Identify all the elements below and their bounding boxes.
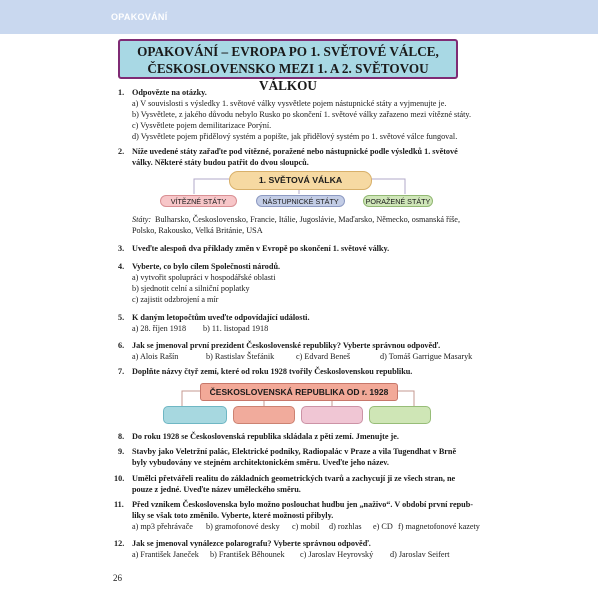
q9-line-2: byly vybudovány ve stejném architektonickém směru. Uveďte jeho název. xyxy=(132,458,389,467)
page-number: 26 xyxy=(113,573,122,583)
q11-line-2: liky se však toto změnilo. Vyberte, které možnosti přibyly. xyxy=(132,511,334,520)
q12-number: 12. xyxy=(114,539,125,548)
q7-text: Doplňte názvy čtyř zemí, které od roku 1928 tvořily Československou republiku. xyxy=(132,367,413,376)
q9-line-1: Stavby jako Veletržní palác, Elektrické podniky, Radiopalác v Praze a vila Tugendhat v Brně xyxy=(132,447,457,456)
q2-number: 2. xyxy=(118,147,125,156)
q11-a: a) mp3 přehrávače xyxy=(132,522,193,531)
q12-d: d) Jaroslav Seifert xyxy=(390,550,450,559)
q6-c: c) Edvard Beneš xyxy=(296,352,351,361)
q2-states-line-1: Bulharsko, Československo, Francie, Itálie, Jugoslávie, Maďarsko, Německo, osmanská říše, xyxy=(155,215,460,224)
country-slot-1 xyxy=(163,406,227,424)
q8-text: Do roku 1928 se Československá republika skládala z pěti zemí. Jmenujte je. xyxy=(132,432,399,441)
q2-states-line-2: Polsko, Rakousko, Velká Británie, USA xyxy=(132,226,263,235)
q1-c: c) Vysvětlete pojem demilitarizace Porýní. xyxy=(132,121,272,130)
q5-number: 5. xyxy=(118,313,125,322)
q10-line-1: Umělci přetvářeli realitu do základních geometrických tvarů a zachycují ji ze všech stran, ne xyxy=(132,474,456,483)
q6-number: 6. xyxy=(118,341,125,350)
title-line-2: ČESKOSLOVENSKO MEZI 1. A 2. SVĚTOVOU VÁLKOU xyxy=(147,61,429,93)
q11-f: f) magnetofonové kazety xyxy=(398,522,480,531)
q12-text: Jak se jmenoval vynálezce polarografu? Vyberte správnou odpověď. xyxy=(132,539,371,548)
q11-line-1: Před vznikem Československa bylo možno poslouchat hudbu jen „naživo“. V období první repub- xyxy=(132,500,473,509)
wwi-center-box: 1. SVĚTOVÁ VÁLKA xyxy=(229,171,372,190)
q4-number: 4. xyxy=(118,262,125,271)
q11-b: b) gramofonové desky xyxy=(206,522,280,531)
country-slot-4 xyxy=(369,406,431,424)
losers-column: PORAŽENÉ STÁTY xyxy=(363,195,433,207)
country-slot-2 xyxy=(233,406,295,424)
q4-b: b) sjednotit celní a silniční poplatky xyxy=(132,284,250,293)
q2-states-label: Státy: xyxy=(132,215,152,224)
q3-text: Uveďte alespoň dva příklady změn v Evropě po skončení 1. světové války. xyxy=(132,244,390,253)
q5-a: a) 28. říjen 1918 xyxy=(132,324,187,333)
q11-e: e) CD xyxy=(373,522,393,531)
q9-number: 9. xyxy=(118,447,125,456)
q2-line-1: Níže uvedené státy zařaďte pod vítězné, poražené nebo nástupnické podle výsledků 1. světové xyxy=(132,147,458,156)
q12-c: c) Jaroslav Heyrovský xyxy=(300,550,374,559)
q2-line-2: války. Některé státy budou patřit do dvou sloupců. xyxy=(132,158,309,167)
czechoslovakia-box: ČESKOSLOVENSKÁ REPUBLIKA OD r. 1928 xyxy=(200,383,398,401)
q10-line-2: pouze z jedné. Uveďte název uměleckého směru. xyxy=(132,485,301,494)
q12-a: a) František Janeček xyxy=(132,550,199,559)
winners-column: VÍTĚZNÉ STÁTY xyxy=(160,195,237,207)
q1-d: d) Vysvětlete pojem přidělový systém a popište, jak přidělový systém po 1. světové válce fungoval. xyxy=(132,132,458,141)
q7-number: 7. xyxy=(118,367,125,376)
q5-b: b) 11. listopad 1918 xyxy=(203,324,269,333)
q6-a: a) Alois Rašín xyxy=(132,352,179,361)
q10-number: 10. xyxy=(114,474,125,483)
q4-c: c) zajistit odzbrojení a mír xyxy=(132,295,219,304)
q11-c: c) mobil xyxy=(292,522,320,531)
country-slot-3 xyxy=(301,406,363,424)
q6-b: b) Rastislav Štefánik xyxy=(206,352,275,361)
successors-column: NÁSTUPNICKÉ STÁTY xyxy=(256,195,345,207)
q6-text: Jak se jmenoval první prezident Československé republiky? Vyberte správnou odpověď. xyxy=(132,341,441,350)
q5-text: K daným letopočtům uveďte odpovídající události. xyxy=(132,313,310,322)
title-line-1: OPAKOVÁNÍ – EVROPA PO 1. SVĚTOVÉ VÁLCE, xyxy=(137,44,439,59)
q1-a: a) V souvislosti s výsledky 1. světové války vysvětlete pojem nástupnické státy a vyjmenujte je. xyxy=(132,99,447,108)
q8-number: 8. xyxy=(118,432,125,441)
q11-d: d) rozhlas xyxy=(329,522,362,531)
q3-number: 3. xyxy=(118,244,125,253)
q4-a: a) vytvořit spolupráci v hospodářské oblasti xyxy=(132,273,276,282)
q11-number: 11. xyxy=(114,500,124,509)
section-label: OPAKOVÁNÍ xyxy=(111,12,168,22)
q6-d: d) Tomáš Garrigue Masaryk xyxy=(380,352,473,361)
q1-b: b) Vysvětlete, z jakého důvodu nebylo Rusko po skončení 1. světové války zařazeno mezi vítězné státy. xyxy=(132,110,472,119)
q1-number: 1. xyxy=(118,88,125,97)
q1-text: Odpovězte na otázky. xyxy=(132,88,207,97)
q4-text: Vyberte, co bylo cílem Společnosti národů. xyxy=(132,262,281,271)
q12-b: b) František Běhounek xyxy=(210,550,285,559)
